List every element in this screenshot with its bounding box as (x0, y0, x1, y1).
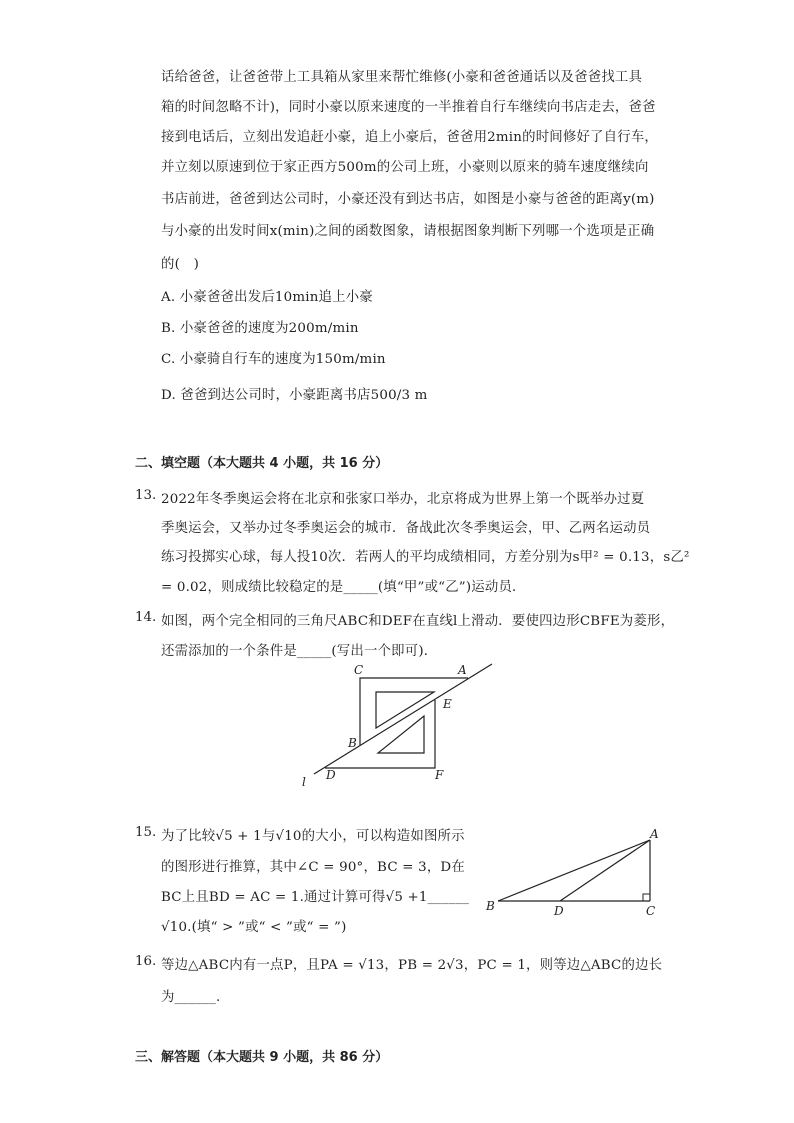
q14-label-d: D (326, 768, 336, 782)
q15-label-d: D (554, 904, 564, 918)
q13-number: 13. (135, 488, 157, 503)
q14-label-l: l (302, 775, 306, 789)
q12-option-a: A. 小豪爸爸出发后10min追上小豪 (161, 290, 373, 305)
q15-line-4: √10.(填“ > ”或“ < ”或“ = ”) (161, 920, 347, 935)
section-3-heading: 三、解答题（本大题共 9 小题，共 86 分） (135, 1050, 389, 1065)
section-2-heading: 二、填空题（本大题共 4 小题，共 16 分） (135, 456, 389, 471)
q15-label-c: C (646, 904, 656, 918)
triangle-rulers-figure (290, 658, 510, 793)
q16-number: 16. (135, 954, 157, 969)
q12-line-3: 接到电话后，立刻出发追赶小豪，追上小豪后，爸爸用2min的时间修好了自行车， (161, 130, 659, 145)
q12-line-6: 与小豪的出发时间x(min)之间的函数图象，请根据图象判断下列哪一个选项是正确 (161, 224, 655, 239)
q12-line-1: 话给爸爸，让爸爸带上工具箱从家里来帮忙维修(小豪和爸爸通话以及爸爸找工具 (161, 70, 643, 85)
q14-label-b: B (348, 736, 357, 750)
q12-line-7: 的( ) (161, 257, 200, 272)
q14-label-e: E (443, 697, 452, 711)
q13-line-4: = 0.02，则成绩比较稳定的是_____(填“甲”或“乙”)运动员． (161, 580, 526, 595)
q15-number: 15. (135, 825, 157, 840)
right-triangle-figure (478, 824, 668, 924)
q15-label-a: A (650, 827, 659, 841)
q14-label-c: C (354, 663, 364, 677)
q16-line-1: 等边△ABC内有一点P，且PA = √13，PB = 2√3，PC = 1，则等边△ABC的边长 (161, 958, 663, 973)
q14-label-a: A (458, 663, 467, 677)
q14-line-2: 还需添加的一个条件是_____(写出一个即可)． (161, 644, 438, 659)
q12-line-4: 并立刻以原速到位于家正西方500m的公司上班，小豪则以原来的骑车速度继续向 (161, 160, 649, 175)
q12-line-2: 箱的时间忽略不计)，同时小豪以原来速度的一半推着自行车继续向书店走去，爸爸 (161, 100, 656, 115)
q12-option-c: C. 小豪骑自行车的速度为150m/min (161, 352, 386, 367)
q15-line-2: 的图形进行推算，其中∠C = 90°，BC = 3，D在 (161, 860, 465, 875)
q13-line-3: 练习投掷实心球，每人投10次．若两人的平均成绩相同，方差分别为s甲² = 0.13，s乙² (161, 550, 690, 565)
q16-line-2: 为______. (161, 990, 221, 1005)
q15-line-1: 为了比较√5 + 1与√10的大小，可以构造如图所示 (161, 829, 465, 844)
q14-number: 14. (135, 610, 157, 625)
q14-line-1: 如图，两个完全相同的三角尺ABC和DEF在直线l上滑动．要使四边形CBFE为菱形， (161, 614, 675, 629)
q14-label-f: F (435, 768, 444, 782)
q13-line-2: 季奥运会，又举办过冬季奥运会的城市．备战此次冬季奥运会，甲、乙两名运动员 (161, 521, 651, 536)
q12-option-b: B. 小豪爸爸的速度为200m/min (161, 321, 359, 336)
q12-option-d: D. 爸爸到达公司时，小豪距离书店500/3 m (161, 388, 428, 403)
q15-label-b: B (486, 899, 495, 913)
q13-line-1: 2022年冬季奥运会将在北京和张家口举办，北京将成为世界上第一个既举办过夏 (161, 492, 645, 507)
q12-line-5: 书店前进，爸爸到达公司时，小豪还没有到达书店，如图是小豪与爸爸的距离y(m) (161, 192, 655, 207)
q15-line-3: BC上且BD = AC = 1.通过计算可得√5 +1______ (161, 890, 470, 905)
